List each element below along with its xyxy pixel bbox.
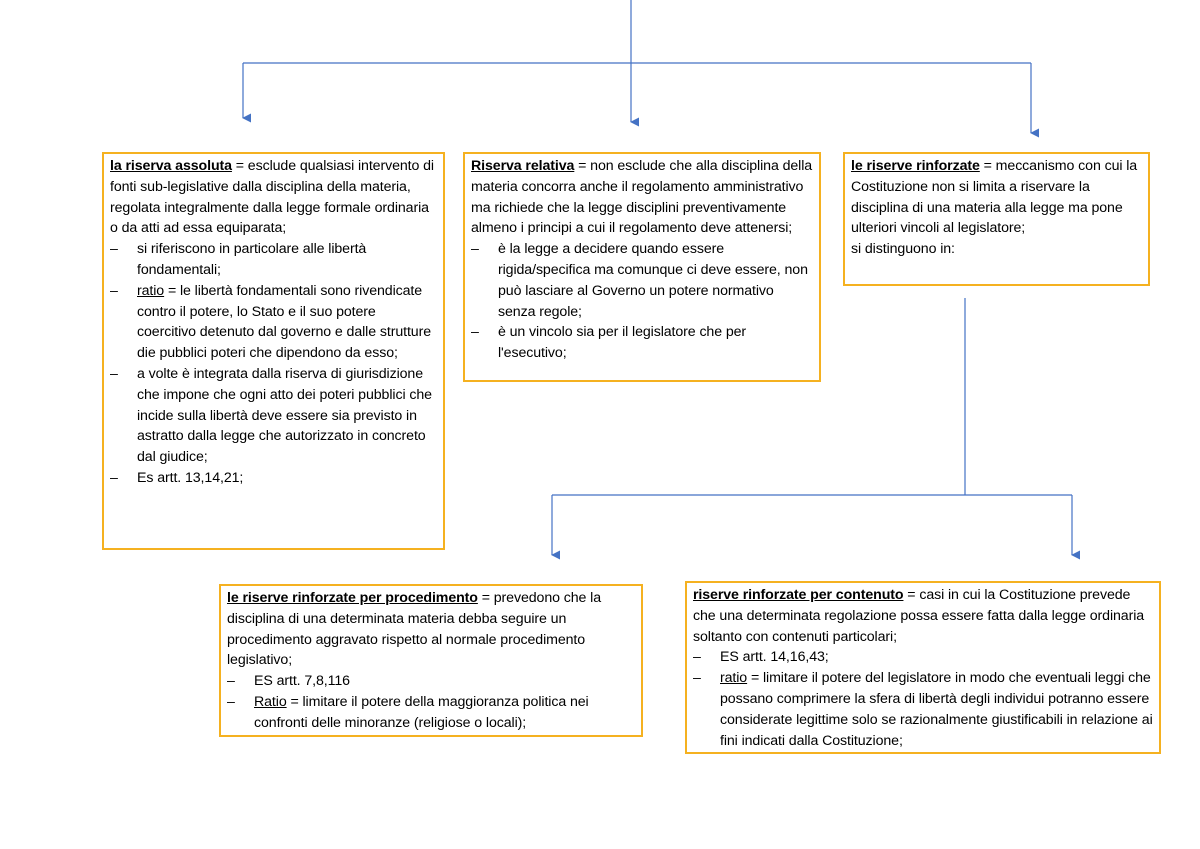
distinction-intro: si distinguono in: [851, 241, 955, 258]
term-title: Riserva relativa [471, 158, 575, 174]
term-definition: = prevedono che la disciplina di una determinata materia debba seguire un procedimento aggravato rispetto al normale procedimento legislativo; [227, 590, 601, 669]
list-item: – è la legge a decidere quando essere rigida/specifica ma comunque ci deve essere, non può lasciare al Governo un potere normativo senza regole; [471, 239, 813, 322]
list-item: – ratio = limitare il potere del legislatore in modo che eventuali leggi che possano comprimere la sfera di libertà degli individui potranno essere considerate legittime solo se razionalmente giustificabili in relazione ai fini indicati dalla Costituzione; [693, 668, 1153, 751]
rinforzate-contenuto-box [685, 581, 1161, 754]
term-definition: = casi in cui la Costituzione prevede che una determinata regolazione possa essere fatta dalla legge ordinaria soltanto con contenuti particolari; [693, 587, 1145, 645]
ratio-keyword: ratio [720, 670, 748, 687]
riserva-relativa-box [463, 152, 821, 382]
riserva-assoluta-box [102, 152, 445, 550]
term-title: le riserve rinforzate [851, 158, 980, 174]
riserve-rinforzate-box [843, 152, 1150, 286]
rinforzate-procedimento-box [219, 584, 643, 737]
bullet-list [471, 239, 813, 364]
bullet-list [110, 239, 437, 489]
list-item: – si riferiscono in particolare alle libertà fondamentali; [110, 239, 437, 281]
term-definition: = esclude qualsiasi intervento di fonti sub-legislative dalla disciplina della materia, regolata integralmente dalla legge formale ordinaria o da atti ad essa equiparata; [110, 158, 434, 237]
list-item: – è un vincolo sia per il legislatore che per l'esecutivo; [471, 322, 813, 364]
term-definition: = meccanismo con cui la Costituzione non si limita a riservare la disciplina di una materia alla legge ma pone ulteriori vincoli al legislatore; [851, 158, 1138, 237]
bullet-list [227, 671, 635, 733]
list-item: – Es artt. 13,14,21; [110, 468, 437, 489]
list-item: – ES artt. 7,8,116 [227, 671, 635, 692]
ratio-keyword: Ratio [254, 693, 287, 710]
bullet-list [693, 647, 1153, 751]
term-definition: = non esclude che alla disciplina della materia concorra anche il regolamento amministrativo ma richiede che la legge disciplini preventivamente almeno i principi a cui il regolamento deve attenersi; [471, 158, 813, 237]
list-item: – Ratio = limitare il potere della maggioranza politica nei confronti delle minoranze (religiose o locali); [227, 692, 635, 734]
list-item: – ratio = le libertà fondamentali sono rivendicate contro il potere, lo Stato e il suo potere coercitivo detenuto dal governo e dalle strutture die pubblici poteri che dipendono da esso; [110, 281, 437, 364]
term-title: le riserve rinforzate per procedimento [227, 590, 478, 606]
list-item: – a volte è integrata dalla riserva di giurisdizione che impone che ogni atto dei poteri pubblici che incide sulla libertà deve essere sia previsto in astratto dalla legge che autorizzato in concreto dal giudice; [110, 364, 437, 468]
ratio-keyword: ratio [137, 282, 165, 299]
term-title: riserve rinforzate per contenuto [693, 587, 904, 603]
list-item: – ES artt. 14,16,43; [693, 647, 1153, 668]
term-title: la riserva assoluta [110, 158, 232, 174]
